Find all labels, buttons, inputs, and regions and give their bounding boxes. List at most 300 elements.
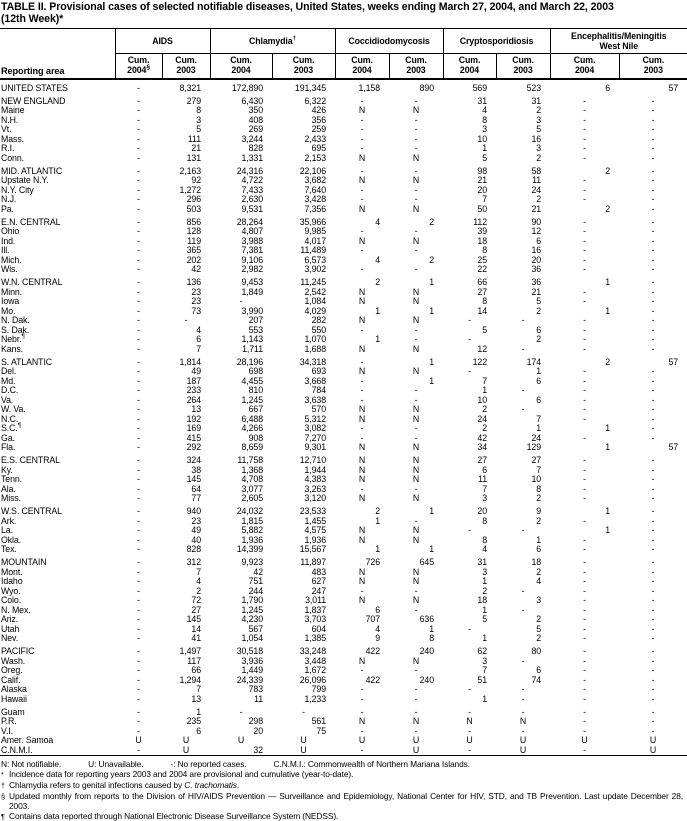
value-cell: - — [651, 124, 655, 134]
value-cell: 31 — [531, 95, 542, 106]
reporting-area-cell: Guam — [1, 706, 25, 717]
value-cell: - — [583, 324, 586, 335]
value-cell: - — [651, 423, 655, 433]
value-cell: 23 — [191, 286, 201, 297]
value-cell: 75 — [316, 725, 327, 736]
value-cell: U — [182, 744, 190, 755]
value-cell: 5,312 — [304, 413, 327, 424]
value-cell: - — [414, 143, 418, 153]
value-cell: 4,266 — [241, 423, 263, 433]
value-cell: 122 — [472, 356, 488, 367]
value-cell: - — [414, 95, 418, 106]
value-cell: 1,944 — [304, 464, 327, 475]
value-cell: - — [583, 254, 586, 265]
value-cell: - — [137, 693, 140, 704]
value-cell: - — [583, 534, 586, 545]
value-cell: 5,882 — [241, 525, 263, 535]
value-cell: 3,011 — [305, 595, 327, 605]
value-cell: 2 — [536, 152, 542, 163]
value-cell: 7 — [536, 413, 542, 424]
value-cell: 569 — [472, 82, 488, 93]
value-cell: 4 — [196, 576, 201, 586]
value-cell: - — [414, 264, 418, 274]
value-cell: U — [581, 735, 588, 745]
value-cell: 1,245 — [241, 394, 263, 405]
value-cell: - — [468, 334, 471, 344]
value-cell: 11 — [478, 474, 488, 484]
value-cell: N — [412, 493, 420, 503]
value-cell: - — [583, 235, 586, 246]
value-cell: U — [412, 744, 420, 755]
value-cell: 908 — [248, 432, 263, 443]
table-row — [0, 195, 687, 205]
value-cell: - — [414, 585, 418, 596]
value-cell: 1 — [605, 506, 611, 516]
value-cell: - — [583, 184, 586, 195]
value-cell: 4 — [482, 544, 488, 554]
value-cell: 693 — [311, 366, 327, 376]
value-cell: 828 — [186, 544, 201, 554]
value-cell: 890 — [419, 82, 435, 93]
col-group-aids: AIDS — [115, 29, 210, 54]
value-cell: 9 — [375, 633, 381, 643]
value-cell: 64 — [191, 483, 201, 494]
value-cell: - — [583, 646, 586, 656]
value-cell: 350 — [248, 105, 263, 115]
value-cell: - — [137, 124, 140, 134]
value-cell: 16 — [531, 245, 542, 255]
value-cell: 2 — [536, 566, 542, 577]
value-cell: 136 — [186, 277, 201, 287]
value-cell: N — [358, 343, 366, 354]
value-cell: 4,708 — [241, 474, 263, 484]
value-cell: 8,321 — [179, 82, 201, 93]
value-cell: - — [583, 566, 586, 577]
value-cell: - — [414, 665, 418, 675]
value-cell: 3 — [536, 595, 542, 605]
value-cell: - — [414, 725, 418, 736]
value-cell: - — [360, 184, 364, 195]
value-cell: - — [360, 194, 364, 204]
reporting-area-cell: V.I. — [1, 725, 13, 736]
value-cell: 553 — [248, 324, 263, 335]
value-cell: 1,449 — [241, 665, 263, 675]
value-cell: - — [651, 506, 655, 516]
value-cell: N — [358, 534, 366, 545]
value-cell: 11 — [532, 175, 542, 185]
value-cell: - — [651, 614, 655, 624]
value-cell: - — [651, 194, 655, 204]
value-cell: - — [137, 557, 140, 567]
value-cell: 169 — [186, 423, 201, 433]
value-cell: 940 — [186, 506, 201, 516]
value-cell: N — [412, 315, 420, 325]
value-cell: 356 — [311, 114, 327, 125]
value-cell: - — [583, 95, 586, 106]
value-cell: 18 — [477, 235, 488, 246]
reporting-area-cell: MID. ATLANTIC — [1, 165, 63, 176]
reporting-area-cell: Amer. Samoa — [1, 735, 54, 745]
reporting-area-cell: Ga. — [1, 432, 15, 443]
footnote-marker: ¶ — [1, 812, 5, 821]
value-cell: 1 — [429, 375, 435, 386]
value-cell: - — [651, 203, 655, 214]
reporting-area-cell: Ind. — [1, 235, 16, 246]
value-cell: 32 — [253, 744, 263, 755]
value-cell: N — [358, 366, 366, 376]
reporting-area-cell: Mo. — [1, 305, 16, 316]
value-cell: - — [651, 334, 655, 344]
value-cell: 5 — [196, 124, 201, 134]
value-cell: - — [360, 143, 364, 153]
value-cell: 8 — [482, 534, 488, 545]
value-cell: N — [358, 152, 366, 163]
value-cell: 783 — [248, 684, 263, 694]
value-cell: 21 — [191, 143, 201, 153]
value-cell: 11 — [254, 693, 263, 704]
value-cell: 604 — [311, 623, 327, 634]
value-cell: - — [137, 604, 140, 615]
value-cell: 1 — [429, 544, 435, 554]
value-cell: 36 — [531, 277, 542, 287]
value-cell: 42 — [477, 432, 488, 443]
value-cell: 240 — [419, 646, 435, 656]
value-cell: 2 — [536, 334, 542, 344]
value-cell: 8 — [482, 245, 488, 255]
value-cell: 129 — [526, 442, 542, 452]
value-cell: - — [651, 152, 655, 163]
value-cell: 751 — [248, 576, 263, 586]
value-cell: 2,542 — [304, 286, 327, 297]
value-cell: 233 — [186, 385, 201, 395]
value-cell: 57 — [668, 356, 679, 367]
value-cell: 2 — [536, 305, 542, 316]
value-cell: - — [414, 334, 418, 344]
value-cell: 6 — [605, 82, 611, 93]
value-cell: 25 — [477, 254, 488, 265]
value-cell: 1 — [196, 706, 201, 717]
value-cell: - — [137, 493, 140, 503]
value-cell: 1 — [375, 544, 381, 554]
footnote-marker: § — [1, 792, 5, 801]
value-cell: - — [137, 254, 140, 265]
value-cell: N — [412, 534, 420, 545]
value-cell: N — [358, 105, 366, 115]
value-cell: - — [137, 235, 140, 246]
value-cell: - — [521, 525, 525, 535]
value-cell: - — [651, 143, 655, 153]
value-cell: 40 — [191, 534, 201, 545]
value-cell: 1 — [605, 305, 611, 316]
value-cell: - — [360, 124, 364, 134]
reporting-area-cell: Maine — [1, 105, 25, 115]
value-cell: - — [521, 706, 525, 717]
reporting-area-cell: Md. — [1, 375, 16, 386]
value-cell: - — [468, 684, 471, 694]
value-cell: - — [360, 245, 364, 255]
reporting-area-cell: Ky. — [1, 464, 13, 475]
value-cell: 3,448 — [304, 655, 327, 666]
value-cell: - — [137, 525, 140, 535]
value-cell: - — [651, 343, 655, 354]
value-cell: 30,518 — [236, 646, 263, 656]
group-header-row — [0, 29, 687, 54]
value-cell: - — [239, 296, 243, 306]
reporting-area-cell: Wyo. — [1, 585, 21, 596]
reporting-area-cell: La. — [1, 525, 13, 535]
value-cell: N — [358, 175, 366, 185]
footnote-text: Chlamydia refers to genital infections caused by C. trachomatis. — [9, 780, 240, 790]
value-cell: - — [137, 515, 140, 526]
reporting-area-cell: Nev. — [1, 633, 19, 643]
footnote — [1, 811, 683, 821]
value-cell: - — [651, 725, 655, 736]
value-cell: - — [414, 226, 418, 236]
reporting-area-cell: MOUNTAIN — [1, 557, 47, 567]
value-cell: 6 — [482, 464, 488, 475]
value-cell: - — [583, 557, 586, 567]
value-cell: 3,988 — [241, 235, 263, 246]
value-cell: - — [583, 404, 586, 414]
value-cell: N — [358, 455, 366, 465]
value-cell: 2 — [536, 633, 542, 643]
value-cell: - — [137, 423, 140, 433]
value-cell: 2 — [482, 585, 488, 596]
value-cell: 2 — [536, 614, 542, 624]
value-cell: - — [583, 114, 586, 125]
value-cell: 23 — [191, 296, 201, 306]
value-cell: 2 — [605, 165, 611, 176]
value-cell: 3,428 — [304, 194, 327, 204]
value-cell: 2 — [605, 203, 611, 214]
reporting-area-cell: Ala. — [1, 483, 16, 494]
value-cell: 74 — [531, 674, 542, 685]
value-cell: 1 — [536, 366, 542, 376]
value-cell: 8 — [482, 296, 488, 306]
value-cell: 426 — [311, 105, 327, 115]
value-cell: N — [412, 235, 420, 246]
value-cell: - — [583, 143, 586, 153]
value-cell: - — [137, 264, 140, 274]
reporting-area-cell: Oreg. — [1, 665, 23, 675]
value-cell: 9,985 — [304, 226, 327, 236]
value-cell: 1 — [375, 334, 381, 344]
value-cell: 2,982 — [241, 264, 263, 274]
value-cell: 3,703 — [304, 614, 327, 624]
value-cell: 39 — [477, 226, 488, 236]
footnote — [1, 769, 683, 780]
value-cell: 856 — [186, 216, 201, 227]
table-row — [0, 205, 687, 215]
value-cell: - — [583, 544, 586, 554]
value-cell: 415 — [186, 432, 201, 443]
col-header-westnile-cum2003: Cum. 2003 — [619, 54, 687, 80]
value-cell: N — [412, 655, 420, 666]
value-cell: 4,455 — [241, 375, 263, 386]
value-cell: 365 — [186, 245, 201, 255]
value-cell: - — [583, 124, 586, 134]
value-cell: 784 — [311, 385, 327, 395]
value-cell: N — [412, 175, 420, 185]
value-cell: 1,849 — [241, 286, 263, 297]
value-cell: - — [137, 394, 140, 405]
value-cell: N — [358, 296, 366, 306]
value-cell: N — [412, 566, 420, 577]
value-cell: 6,573 — [304, 254, 327, 265]
value-cell: - — [651, 623, 655, 634]
value-cell: 6 — [536, 375, 542, 386]
footnote — [1, 780, 683, 791]
value-cell: 131 — [186, 152, 201, 163]
value-cell: N — [358, 203, 366, 214]
value-cell: - — [360, 375, 364, 386]
value-cell: - — [583, 623, 586, 634]
value-cell: 3 — [482, 566, 488, 577]
value-cell: - — [651, 693, 655, 704]
value-cell: - — [651, 585, 655, 596]
value-cell: 5 — [482, 324, 488, 335]
value-cell: - — [360, 165, 364, 176]
value-cell: 1 — [375, 515, 381, 526]
value-cell: 7 — [482, 375, 488, 386]
footnote-marker: * — [1, 770, 4, 779]
value-cell: - — [651, 277, 655, 287]
table-row — [0, 545, 687, 555]
reporting-area-cell: Colo. — [1, 595, 22, 605]
value-cell: - — [651, 576, 655, 586]
value-cell: 21 — [531, 203, 542, 214]
value-cell: - — [521, 385, 525, 395]
reporting-area-cell: S. Dak. — [1, 324, 30, 335]
footnote-text: Incidence data for reporting years 2003 and 2004 are provisional and cumulative (year-to-date). — [9, 769, 354, 779]
value-cell: - — [583, 464, 586, 475]
footnote-notes — [1, 769, 683, 821]
value-cell: 3 — [482, 655, 488, 666]
value-cell: - — [137, 684, 140, 694]
value-cell: 38 — [191, 464, 201, 475]
value-cell: N — [412, 474, 420, 484]
value-cell: - — [651, 493, 655, 503]
value-cell: 4,722 — [241, 175, 263, 185]
value-cell: U — [649, 735, 657, 745]
value-cell: N — [412, 716, 420, 726]
value-cell: - — [583, 665, 586, 675]
value-cell: 3 — [482, 124, 488, 134]
value-cell: 49 — [191, 366, 201, 376]
legend-item: C.N.M.I.: Commonwealth of Northern Mariana Islands. — [273, 759, 470, 769]
value-cell: - — [137, 706, 140, 717]
value-cell: - — [521, 585, 525, 596]
value-cell: - — [583, 152, 586, 163]
reporting-area-cell: C.N.M.I. — [1, 744, 33, 755]
value-cell: 698 — [248, 366, 263, 376]
reporting-area-cell: R.I. — [1, 143, 15, 153]
value-cell: 259 — [311, 124, 327, 134]
value-cell: 1 — [536, 534, 542, 545]
reporting-area-cell: UNITED STATES — [1, 82, 68, 93]
value-cell: - — [583, 366, 586, 376]
value-cell: - — [137, 82, 140, 93]
value-cell: - — [137, 566, 140, 577]
value-cell: 240 — [419, 674, 435, 685]
value-cell: - — [521, 343, 525, 354]
value-cell: - — [651, 245, 655, 255]
value-cell: 27 — [531, 455, 542, 465]
value-cell: - — [651, 534, 655, 545]
value-cell: 561 — [311, 716, 327, 726]
value-cell: 66 — [191, 665, 201, 675]
value-cell: 2 — [536, 194, 542, 204]
reporting-area-cell: N. Mex. — [1, 604, 31, 615]
value-cell: - — [302, 706, 305, 717]
value-cell: 8 — [482, 114, 488, 125]
table-title-line2: (12th Week)* — [1, 12, 64, 25]
value-cell: 14 — [191, 623, 201, 634]
value-cell: 4,230 — [241, 614, 263, 624]
value-cell: 7,381 — [241, 245, 263, 255]
value-cell: - — [583, 633, 586, 643]
value-cell: 57 — [668, 442, 679, 452]
value-cell: 3,668 — [304, 375, 327, 386]
reporting-area-cell: W. Va. — [1, 404, 26, 414]
reporting-area-cell: N.Y. City — [1, 184, 34, 195]
value-cell: 667 — [248, 404, 263, 414]
value-cell: U — [519, 744, 527, 755]
value-cell: 4,807 — [241, 226, 263, 236]
value-cell: - — [583, 194, 586, 204]
value-cell: - — [360, 684, 364, 694]
value-cell: - — [468, 744, 471, 755]
value-cell: 1,711 — [242, 343, 263, 354]
value-cell: 18 — [531, 557, 542, 567]
value-cell: - — [184, 315, 188, 325]
value-cell: - — [651, 544, 655, 554]
value-cell: - — [468, 725, 471, 736]
value-cell: 7 — [482, 483, 488, 494]
value-cell: 296 — [186, 194, 201, 204]
legend-item: U: Unavailable. — [88, 759, 144, 769]
value-cell: - — [137, 413, 140, 424]
value-cell: N — [412, 455, 420, 465]
value-cell: - — [651, 286, 655, 297]
value-cell: 1,331 — [241, 152, 263, 163]
value-cell: N — [412, 464, 420, 475]
value-cell: 2 — [375, 277, 381, 287]
value-cell: - — [651, 604, 655, 615]
reporting-area-cell: W.N. CENTRAL — [1, 277, 63, 287]
value-cell: - — [651, 264, 655, 274]
value-cell: 4 — [482, 105, 488, 115]
value-cell: 8 — [536, 483, 542, 494]
value-cell: - — [583, 493, 586, 503]
reporting-area-cell: S. ATLANTIC — [1, 356, 53, 367]
value-cell: 9,453 — [241, 277, 263, 287]
value-cell: N — [412, 595, 420, 605]
value-cell: 9 — [536, 506, 542, 516]
reporting-area-cell: Del. — [1, 366, 17, 376]
reporting-area-cell: D.C. — [1, 385, 19, 395]
value-cell: - — [651, 324, 655, 335]
value-cell: 5 — [482, 152, 488, 163]
value-cell: - — [521, 684, 525, 694]
value-cell: - — [137, 315, 140, 325]
value-cell: 18 — [477, 595, 488, 605]
value-cell: - — [651, 684, 655, 694]
value-cell: 312 — [186, 557, 201, 567]
reporting-area-cell: Alaska — [1, 684, 27, 694]
value-cell: - — [651, 595, 655, 605]
value-cell: - — [583, 394, 586, 405]
